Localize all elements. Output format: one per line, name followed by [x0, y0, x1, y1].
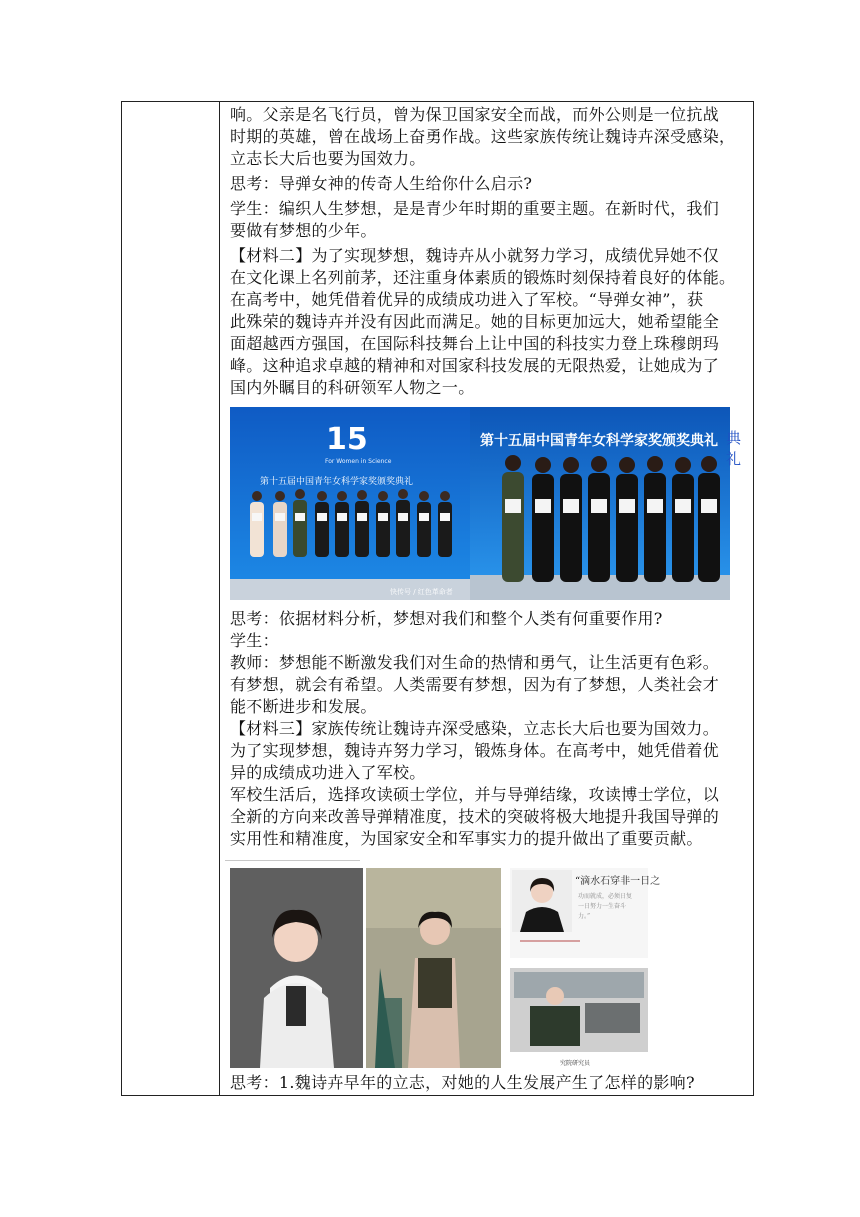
banner-left: 第十五届中国青年女科学家奖颁奖典礼: [260, 477, 414, 487]
column-divider: [219, 102, 220, 1095]
question-2: 思考：依据材料分析，梦想对我们和整个人类有何重要作用?: [230, 609, 663, 628]
text-line: 峰。这种追求卓越的精神和对国家科技发展的无限热爱，让她成为了: [230, 356, 720, 375]
text-line: 在高考中，她凭借着优异的成绩成功进入了军校。“导弹女神”，获: [230, 290, 704, 309]
student-answer-1: [230, 198, 752, 242]
text-line: 响。父亲是名飞行员，曾为保卫国家安全而战，而外公则是一位抗战: [230, 105, 720, 124]
text-line: 在文化课上名列前茅，还注重身体素质的锻炼时刻保持着良好的体能。: [230, 268, 736, 287]
text-line: 【材料三】家族传统让魏诗卉深受感染，立志长大后也要为国效力。: [230, 719, 720, 738]
text-line: 面超越西方强国，在国际科技舞台上让中国的科技实力登上珠穆朗玛: [230, 334, 720, 353]
quote-line: 功而就成，必须日复: [578, 893, 633, 900]
paragraph-family: [230, 104, 752, 170]
text-line: 实用性和精准度，为国家安全和军事实力的提升做出了重要贡献。: [230, 829, 703, 848]
teacher-answer: [230, 652, 752, 718]
ceremony-image: [230, 407, 730, 600]
text-line: 军校生活后，选择攻读硕士学位，并与导弹结缘，攻读博士学位，以: [230, 785, 720, 804]
overflow-link-text: 典礼: [726, 429, 742, 468]
portrait-collage: [230, 856, 752, 1074]
quote-head: “滴水石穿非一日之: [575, 876, 661, 887]
text-line: 为了实现梦想，魏诗卉努力学习，锻炼身体。在高考中，她凭借着优: [230, 741, 720, 760]
text-line: 时期的英雄，曾在战场上奋勇作战。这些家族传统让魏诗卉深受感染，: [230, 127, 736, 146]
material-2: [230, 245, 752, 399]
divider-line: [225, 860, 360, 861]
svg-text:15: 15: [326, 422, 368, 457]
text-line: 此殊荣的魏诗卉并没有因此而满足。她的目标更加远大，她希望能全: [230, 312, 720, 331]
student-answer-2: 学生：: [230, 631, 279, 650]
text-line: 立志长大后也要为国效力。: [230, 149, 426, 168]
quote-line: 力。”: [578, 913, 591, 920]
award-ceremony-photo: [230, 407, 752, 600]
text-line: 教师：梦想能不断激发我们对生命的热情和勇气，让生活更有色彩。: [230, 653, 720, 672]
material-3: [230, 718, 752, 850]
quote-line: 一日努力一生奋斗: [578, 903, 627, 910]
question-3: 思考：1.魏诗卉早年的立志，对她的人生发展产生了怎样的影响?: [230, 1073, 695, 1092]
question-1: 思考：导弹女神的传奇人生给你什么启示?: [230, 174, 533, 193]
banner-right: 第十五届中国青年女科学家奖颁奖典礼: [480, 433, 718, 449]
text-line: 学生：编织人生梦想，是是青少年时期的重要主题。在新时代，我们: [230, 199, 720, 218]
text-line: 全新的方向来改善导弹精准度，技术的突破将极大地提升我国导弹的: [230, 807, 720, 826]
watermark: 快传号 / 红色革命者: [390, 588, 453, 596]
text-line: 能不断进步和发展。: [230, 697, 377, 716]
lesson-table: [121, 101, 754, 1096]
text-line: 国内外瞩目的科研领军人物之一。: [230, 378, 475, 397]
text-line: 异的成绩成功进入了军校。: [230, 763, 426, 782]
text-line: 要做有梦想的少年。: [230, 221, 377, 240]
collage-image: [230, 868, 661, 1068]
logo-text: For Women in Science: [325, 458, 392, 465]
text-line: 【材料二】为了实现梦想，魏诗卉从小就努力学习，成绩优异她不仅: [230, 246, 720, 265]
content-cell: [230, 104, 752, 1094]
photo-caption: 究院研究员: [560, 1060, 591, 1067]
text-line: 有梦想，就会有希望。人类需要有梦想，因为有了梦想，人类社会才: [230, 675, 720, 694]
